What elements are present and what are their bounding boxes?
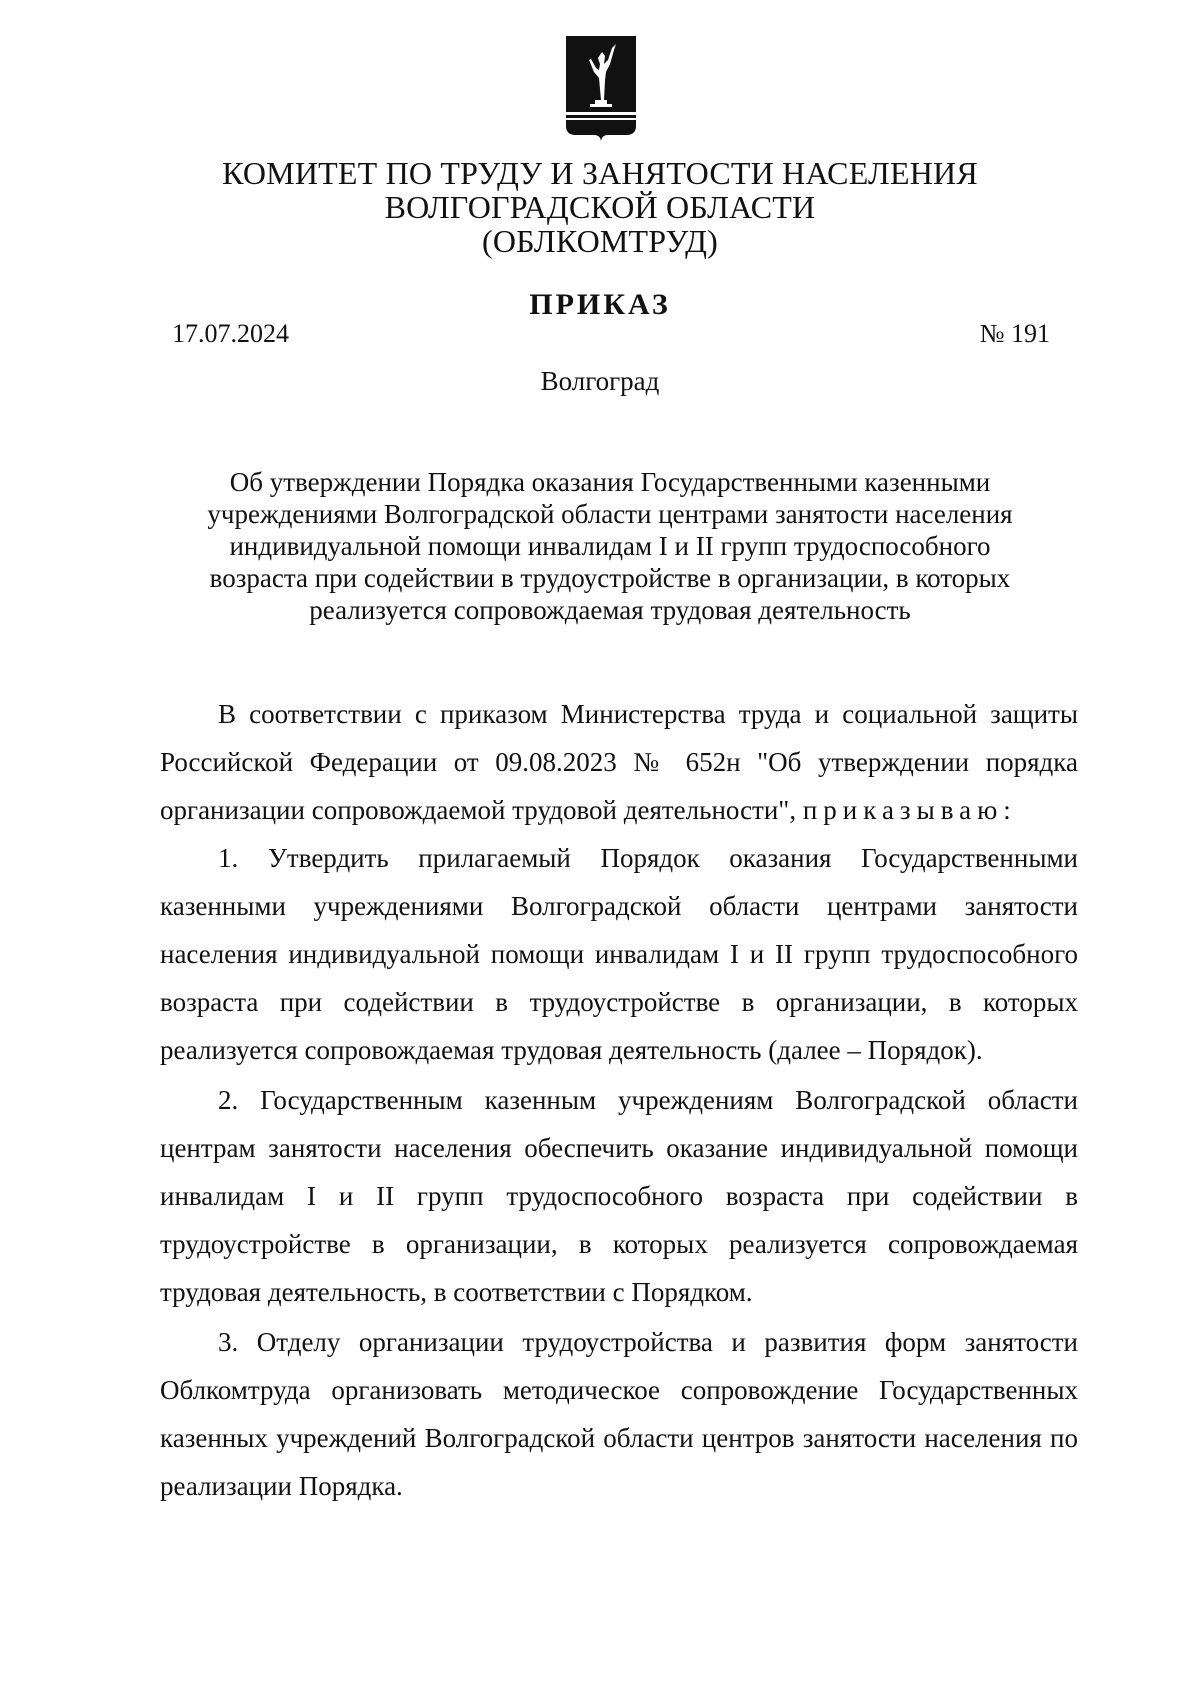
organization-name-line-1: КОМИТЕТ ПО ТРУДУ И ЗАНЯТОСТИ НАСЕЛЕНИЯ: [222, 155, 978, 191]
order-item-1: 1. Утвердить прилагаемый Порядок оказания Государственными казенными учреждениями Волгоградской области центрами занятости населения индивидуальной помощи инвалидам I и II групп трудоспособного возраста при содействии в трудоустройстве в организации, в которых реализуется сопровождаемая трудовая деятельность (далее – Порядок).: [160, 843, 1078, 1065]
subject-line: реализуется сопровождаемая трудовая деятельность: [309, 595, 911, 625]
preamble-paragraph: [160, 690, 1078, 834]
document-subject: [170, 466, 1050, 626]
order-item-2: 2. Государственным казенным учреждениям Волгоградской области центрам занятости населения обеспечить оказание индивидуальной помощи инвалидам I и II групп трудоспособного возраста при содействии в трудоустройстве в организации, в которых реализуется сопровождаемая трудовая деятельность, в соответствии с Порядком.: [160, 1085, 1078, 1307]
subject-line: Об утверждении Порядка оказания Государственными казенными: [229, 467, 991, 497]
subject-line: индивидуальной помощи инвалидам I и II групп трудоспособного: [229, 531, 991, 561]
document-number: № 191: [979, 319, 1050, 348]
volgograd-coat-of-arms-icon: [564, 34, 638, 142]
document-body: [160, 690, 1078, 1510]
subject-line: возраста при содействии в трудоустройстве в организации, в которых: [209, 563, 1011, 593]
organization-abbreviation: (ОБЛКОМТРУД): [481, 223, 718, 259]
subject-line: учреждениями Волгоградской области центрами занятости населения: [207, 499, 1013, 529]
document-city: Волгоград: [540, 366, 660, 396]
document-date: 17.07.2024: [172, 319, 289, 348]
preamble-text: В соответствии с приказом Министерства труда и социальной защиты Российской Федерации от 09.08.2023 № 652н "Об утверждении порядка организации сопровождаемой трудовой деятельности",: [160, 699, 1078, 825]
order-word: приказываю:: [802, 795, 1017, 825]
document-type-title: ПРИКАЗ: [529, 288, 671, 321]
order-item-3: 3. Отделу организации трудоустройства и развития форм занятости Облкомтруда организовать методическое сопровождение Государственных казенных учреждений Волгоградской области центров занятости населения по реализации Порядка.: [160, 1327, 1078, 1501]
organization-name-line-2: ВОЛГОГРАДСКОЙ ОБЛАСТИ: [384, 189, 816, 225]
